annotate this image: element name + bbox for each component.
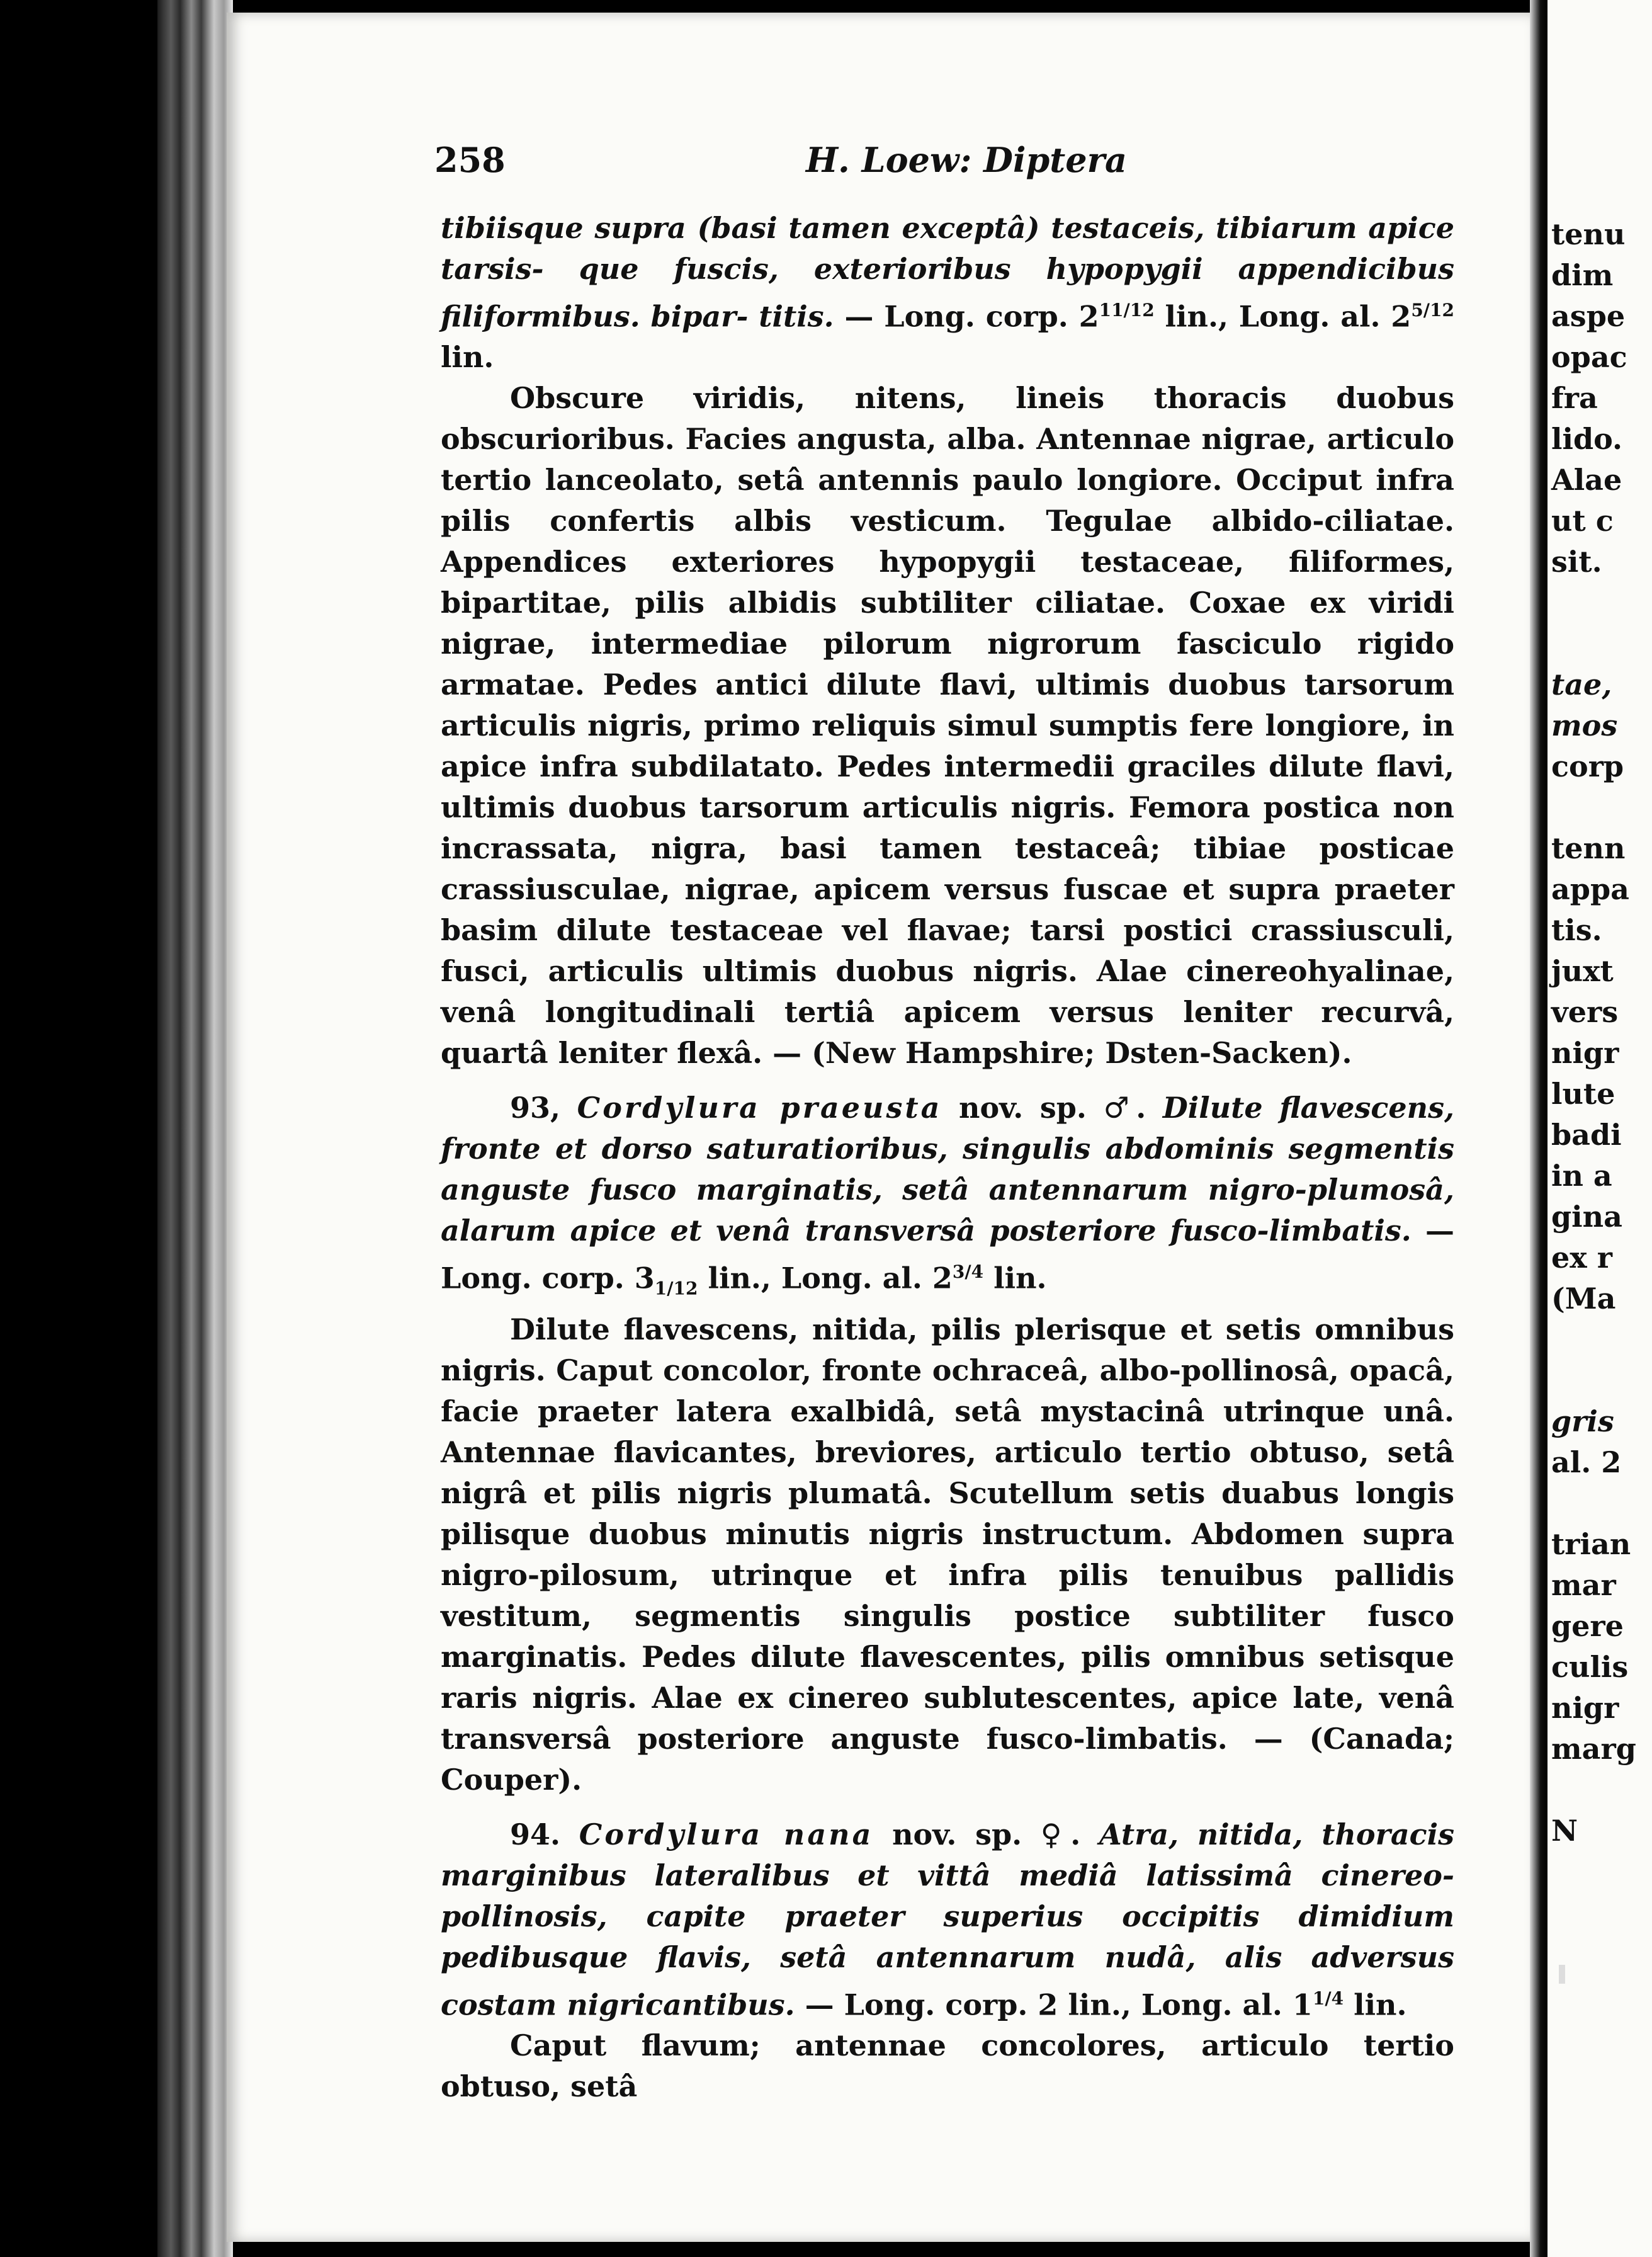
right-page-fragment: marg [1551,1732,1636,1766]
species-94-entry [441,1814,1454,2025]
paragraph-description: Obscure viridis, nitens, lineis thoracis duobus obscurioribus. Facies angusta, alba. Antennae nigrae, articulo tertio lanceolato, setâ antennis paulo longiore. Occiput infra pilis confertis albis vesticum. Tegulae albido-ciliatae. Appendices exteriores hypopygii testaceae, filiformes, bipartitae, pilis albidis subtiliter ciliatae. Coxae ex viridi nigrae, intermediae pilorum nigrorum fasciculo rigido armatae. Pedes antici dilute flavi, ultimis duobus tarsorum articulis nigris, primo reliquis simul sumptis fere longiore, in apice infra subdilatato. Pedes intermedii graciles dilute flavi, ultimis duobus tarsorum articulis nigris. Femora postica non incrassata, nigra, basi tamen testaceâ; tibiae posticae crassiusculae, nigrae, apicem versus fuscae et supra praeter basim dilute testaceae vel flavae; tarsi postici crassiusculi, fusci, articulis ultimis duobus nigris. Alae cinereohyalinae, venâ longitudinali tertiâ apicem versus leniter recurvâ, quartâ leniter flexâ. — (New Hampshire; Dsten-Sacken). [441,381,1454,1071]
right-page-fragment [1551,583,1652,623]
page-header [434,140,1505,184]
diagnosis-line: titis. [759,299,834,334]
right-page-fragment: in a [1551,1159,1612,1193]
fraction: 11/12 [1099,300,1155,321]
right-page-fragment: lido. [1551,422,1623,456]
fraction: 3/4 [952,1261,984,1283]
right-page-fragment: (Ma [1551,1282,1616,1316]
right-page-fragment: lute [1551,1077,1615,1111]
right-page-fragment: corp [1551,749,1624,783]
right-page-fragment: tis. [1551,913,1602,947]
right-page-fragment: gina [1551,1200,1622,1234]
right-page-fragment: mar [1551,1568,1616,1602]
fraction: 1/4 [1312,1987,1344,2009]
measurement-text: lin. [1344,1987,1407,2022]
paragraph-continued-diagnosis [441,208,1454,378]
main-text [441,208,1454,2107]
right-page-fragment [1551,1483,1652,1524]
page-gutter [1530,0,1547,2257]
right-page-fragment: gere [1551,1609,1624,1643]
right-page-fragment: nigr [1551,1691,1619,1725]
measurement-text: — Long. corp. 2 [834,299,1099,334]
right-page-fragment: tae, [1551,668,1612,702]
species-93-entry [441,1088,1454,1309]
measurement-text: — Long. corp. 2 lin., Long. al. 1 [795,1987,1313,2022]
right-page-fragment: gris [1551,1404,1614,1438]
paragraph-description: Dilute flavescens, nitida, pilis plerisque et setis omnibus nigris. Caput concolor, fronte ochraceâ, albo-pollinosâ, opacâ, facie praeter latera exalbidâ, setâ mystacinâ utrinque unâ. Antennae flavicantes, breviores, articulo tertio obtuso, setâ nigrâ et pilis nigris plumatâ. Scutellum setis duabus longis pilisque duobus minutis nigris instructum. Abdomen supra nigro-pilosum, utrinque et infra pilis tenuibus pallidis vestitum, segmentis singulis postice subtiliter fusco marginatis. Pedes dilute flavescentes, pilis omnibus setisque raris nigris. Alae ex cinereo sublutescentes, apice late, venâ transversâ posteriore anguste fusco-limbatis. — (Canada; Couper). [441,1312,1454,1797]
right-page-fragment [1551,1319,1652,1360]
right-page-fragment: sit. [1551,545,1602,579]
right-page-fragment: dim [1551,258,1614,292]
right-page-fragment [1551,787,1652,828]
right-page-fragment: fra [1551,381,1598,415]
species-diagnosis: Dilute flavescens, fronte et dorso saturatioribus, singulis abdominis segmentis anguste fusco marginatis, setâ antennarum nigro-plumosâ, alarum apice et venâ transversâ posteriore fusco-limbatis. [441,1091,1455,1248]
measurement-text: lin., Long. al. 2 [698,1261,953,1295]
diagnosis-line: tibiisque supra (basi tamen exceptâ) testaceis, tibiarum apice tarsis- [441,211,1454,286]
right-page-fragment: badi [1551,1118,1622,1152]
species-status: nov. sp. ♂. [942,1091,1163,1125]
fraction: 1/12 [654,1278,698,1299]
right-page-fragment: Alae [1551,463,1622,497]
species-name: Cordylura nana [579,1817,874,1851]
right-page-fragment: opac [1551,340,1627,374]
book-spine-edge [157,0,233,2257]
right-page-fragment: tenn [1551,831,1626,865]
page-mark [1559,1965,1565,1984]
running-title: H. Loew: Diptera [806,140,1128,180]
right-page-fragment: N [1551,1814,1578,1848]
right-page-fragment: al. 2 [1551,1445,1622,1479]
species-diagnosis: Atra, nitida, thoracis marginibus lateralibus et vittâ mediâ latissimâ cinereo-pollinosis, capite praeter superius occipitis dimidium pedibusque flavis, setâ antennarum nudâ, alis adversus costam nigricantibus. [441,1817,1455,2022]
right-page-fragment [1551,623,1652,664]
page-number: 258 [434,140,506,180]
right-page-fragment: aspe [1551,299,1626,333]
right-page-fragment: ex r [1551,1241,1612,1275]
measurement-text: lin., Long. al. 2 [1154,299,1412,334]
paragraph-description: Caput flavum; antennae concolores, articulo tertio obtuso, setâ [441,2028,1454,2104]
right-page-fragment: mos [1551,708,1618,742]
species-number: 93, [510,1091,561,1125]
right-page-fragment [1551,1360,1652,1401]
measurement-text: — Long. corp. 3 [441,1214,1454,1295]
measurement-text: lin. [441,340,494,375]
right-page-fragment: nigr [1551,1036,1619,1070]
right-page-fragment: appa [1551,872,1629,906]
right-page-fragment: vers [1551,995,1619,1029]
species-status: nov. sp. ♀. [873,1817,1099,1851]
right-page-edge [1547,0,1652,2257]
diagnosis-line: que fuscis, exterioribus hypopygii appendicibus filiformibus. bipar- [441,252,1455,334]
right-page-fragment [1551,1770,1652,1811]
species-number: 94. [510,1817,561,1851]
right-page-fragment: trian [1551,1527,1631,1561]
right-page-fragment: juxt [1551,954,1614,988]
fraction: 5/12 [1411,300,1454,321]
right-page-fragment: tenu [1551,217,1626,251]
measurement-text: lin. [983,1261,1047,1295]
right-page-fragment: culis [1551,1650,1629,1684]
right-page-fragment: ut c [1551,504,1614,538]
right-page-text-fragments [1551,214,1652,1851]
species-name: Cordylura praeusta [577,1091,942,1125]
